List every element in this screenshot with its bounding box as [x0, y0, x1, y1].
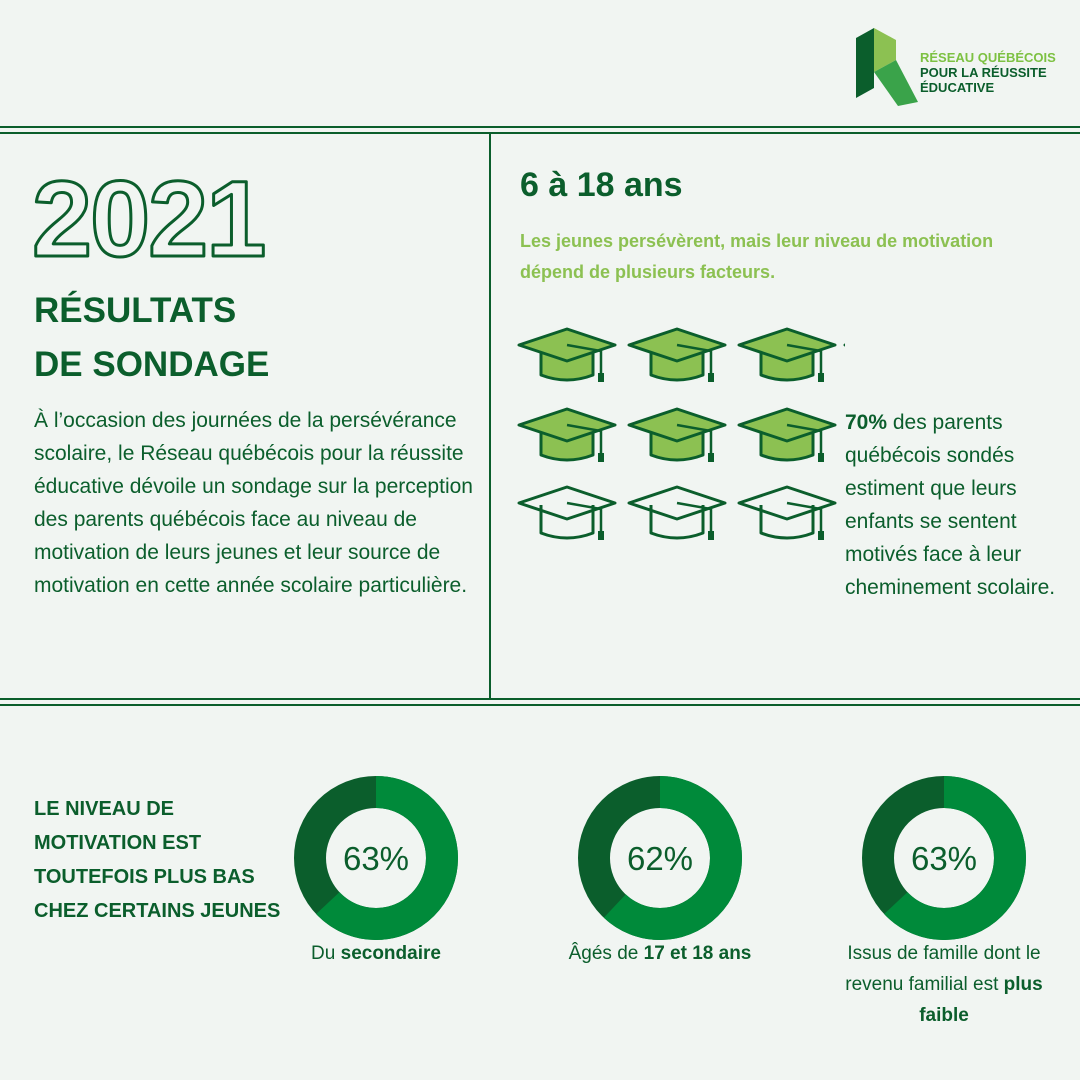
graduation-cap-icon-filled — [519, 409, 615, 462]
donut-caption-text: Issus de famille dont le revenu familial est — [845, 943, 1041, 995]
logo-line-1: RÉSEAU QUÉBÉCOIS — [920, 50, 1056, 65]
donut-caption — [834, 938, 1054, 1031]
donut-caption-emphasis: plus faible — [919, 974, 1043, 1026]
year-heading — [30, 160, 330, 270]
donut-chart — [862, 776, 1026, 940]
title-line-2: DE SONDAGE — [34, 345, 270, 384]
donut-caption-emphasis: secondaire — [340, 943, 441, 964]
donut-caption — [540, 938, 780, 969]
graduation-cap-icon-filled — [629, 329, 725, 382]
logo — [852, 28, 1062, 108]
title-line-1: RÉSULTATS — [34, 291, 237, 330]
donut-chart — [578, 776, 742, 940]
donut-value-label: 63% — [910, 840, 978, 877]
top-divider-2 — [0, 132, 1080, 134]
middle-divider-2 — [0, 704, 1080, 706]
middle-divider-1 — [0, 698, 1080, 700]
donut-chart — [294, 776, 458, 940]
graduation-cap-pictograph — [515, 325, 845, 555]
subtitle: Les jeunes persévèrent, mais leur niveau de motivation dépend de plusieurs facteurs. — [520, 231, 994, 282]
donut-caption-text: Du — [311, 943, 341, 964]
year-text: 2021 — [32, 160, 265, 270]
donut-caption-emphasis: 17 et 18 ans — [643, 943, 752, 964]
stat-70-description: des parents québécois sondés estiment que leurs enfants se sentent motivés face à leur cheminement scolaire. — [845, 411, 1056, 599]
logo-line-3: ÉDUCATIVE — [920, 80, 995, 95]
logo-line-2: POUR LA RÉUSSITE — [920, 65, 1047, 80]
donut-caption — [256, 938, 496, 969]
stat-70-text — [845, 406, 1065, 604]
donut-caption-text: Âgés de — [568, 943, 644, 964]
age-range-heading: 6 à 18 ans — [520, 166, 683, 204]
top-divider-1 — [0, 126, 1080, 128]
donut-value-label: 63% — [342, 840, 410, 877]
graduation-cap-icon-empty — [519, 487, 615, 540]
graduation-cap-icon-filled — [739, 329, 835, 382]
graduation-cap-icon-filled — [519, 329, 615, 382]
column-divider — [489, 134, 491, 700]
bottom-heading: LE NIVEAU DE MOTIVATION EST TOUTEFOIS PLUS BAS CHEZ CERTAINS JEUNES — [34, 798, 281, 922]
stat-70-value: 70% — [845, 411, 888, 434]
graduation-cap-icon-filled — [739, 409, 835, 462]
graduation-cap-icon-empty — [739, 487, 835, 540]
donut-value-label: 62% — [626, 840, 694, 877]
rqre-logo-icon — [852, 28, 918, 108]
graduation-cap-icon-empty — [629, 487, 725, 540]
logo-text — [920, 50, 1056, 95]
graduation-cap-icon-filled — [629, 409, 725, 462]
page-title — [34, 284, 269, 392]
intro-paragraph: À l’occasion des journées de la persévérance scolaire, le Réseau québécois pour la réussite éducative dévoile un sondage sur la perception des parents québécois face au niveau de motivation de leurs jeunes et leur source de motivation en cette année scolaire particulière. — [34, 409, 473, 597]
